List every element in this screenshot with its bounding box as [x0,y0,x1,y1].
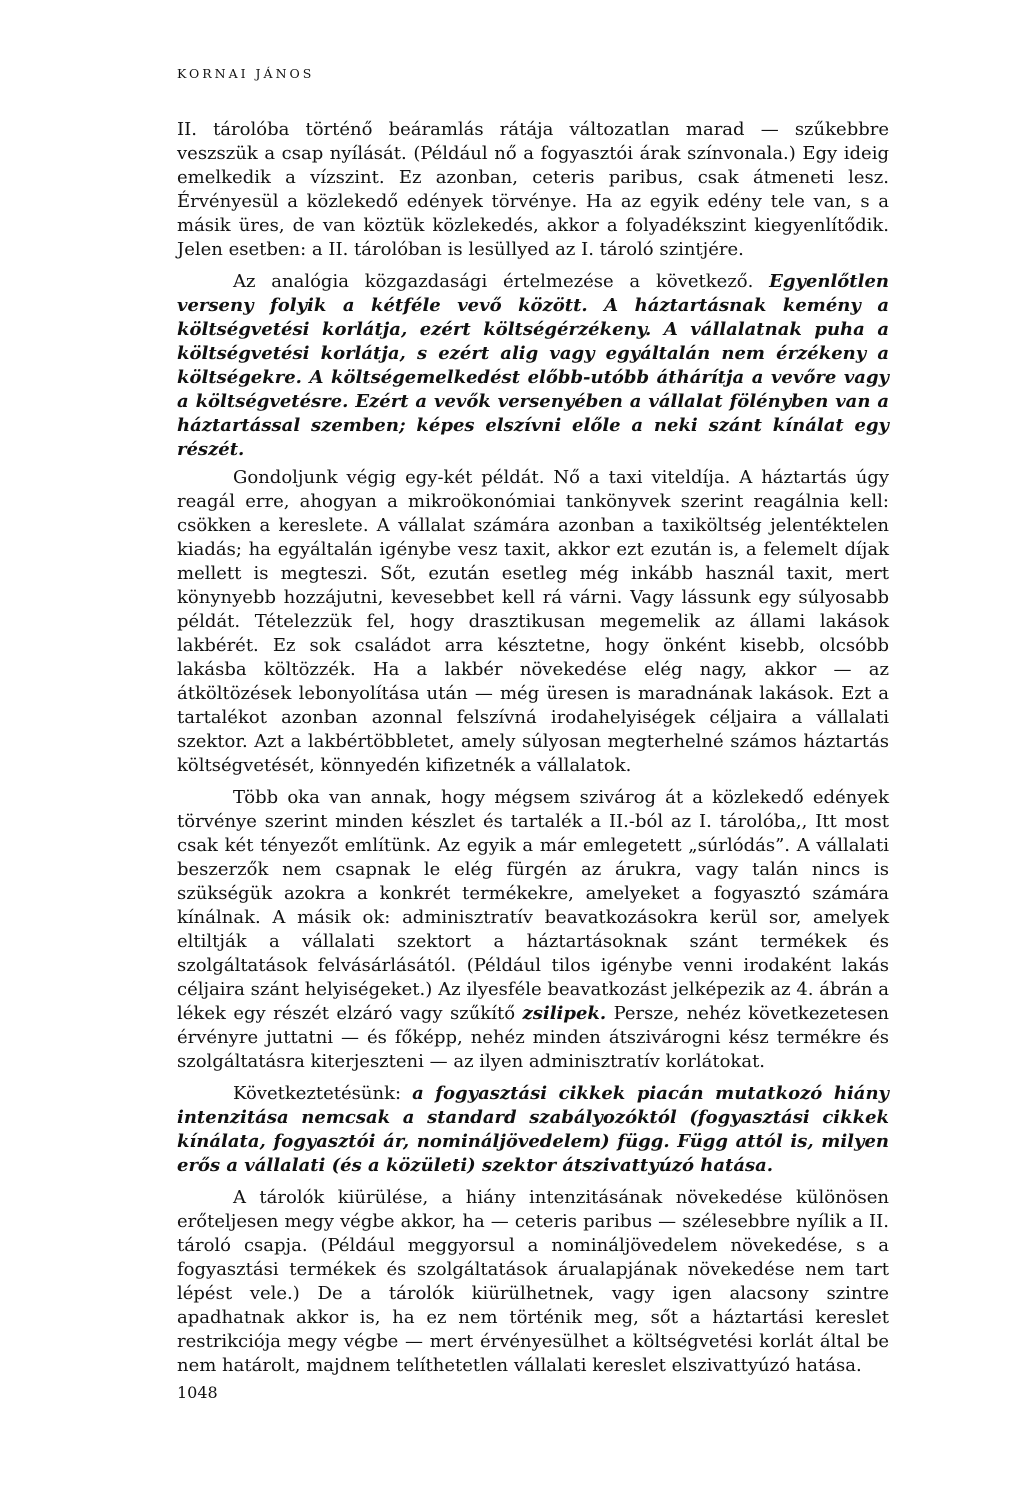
paragraph-5-lead: Következtetésünk: [233,1083,413,1104]
paragraph-1 [177,118,889,262]
paragraph-2-text: Az analógia közgazdasági értelmezése a következő. [233,271,770,292]
page-number: 1048 [177,1383,218,1402]
paragraph-4-text-b: Persze, nehéz következetesen érvényre juttatni — és főképp, nehéz minden átszivárogni kész termékre és szolgáltatásra kiterjeszteni — az ilyen adminisztratív korlátokat. [177,1003,889,1072]
paragraph-5-italic-conclusion: a fogyasztási cikkek piacán mutatkozó hiány intenzitása nemcsak a standard szabályozóktól (fogyasztási cikkek kínálata, fogyasztói ár, nomináljövedelem) függ. Függ attól is, milyen erős a vállalati (és a közületi) szektor átszivattyúzó hatása. [177,1083,889,1176]
paragraph-4 [177,786,889,1074]
paragraph-6-text: A tárolók kiürülése, a hiány intenzitásának növekedése különösen erőteljesen megy végbe akkor, ha — ceteris paribus — szélesebbre nyílik a II. tároló csapja. (Például meggyorsul a nomináljövedelem növekedése, s a fogyasztási termékek és szolgáltatások árualapjának növekedése nem tart lépést vele.) De a tárolók kiürülhetnek, vagy igen alacsony szintre apadhatnak akkor is, ha ez nem történik meg, sőt a háztartási kereslet restrikciója megy végbe — mert érvényesülhet a költségvetési korlát által be nem határolt, majdnem telíthetetlen vállalati kereslet elszivattyúzó hatása. [177,1187,889,1376]
paragraph-5 [177,1082,889,1178]
paragraph-6 [177,1186,889,1378]
paragraph-2 [177,270,889,462]
paragraph-2-italic-thesis: Egyenlőtlen verseny folyik a kétféle vevő között. A háztartásnak kemény a költségvetési korlátja, ezért költségérzékeny. A vállalatnak puha a költségvetési korlátja, s ezért alig vagy egyáltalán nem érzékeny a költségekre. A költségemelkedést előbb-utóbb áthárítja a vevőre vagy a költségvetésre. Ezért a vevők versenyében a vállalat fölényben van a háztartással szemben; képes elszívni előle a neki szánt kínálat egy részét. [177,271,889,460]
paragraph-4-text-a: Több oka van annak, hogy mégsem szivárog át a közlekedő edények törvénye szerint minden készlet és tartalék a II.-ból az I. tárolóba,, Itt most csak két tényezőt említünk. Az egyik a már emlegetett „súrlódás”. A vállalati beszerzők nem csapnak le elég fürgén az árukra, vagy talán nincs is szükségük azokra a konkrét termékekre, amelyeket a fogyasztó számára kínálnak. A másik ok: adminisztratív beavatkozásokra kerül sor, amelyek eltiltják a vállalati szektort a háztartásoknak szánt termékek és szolgáltatások felvásárlásától. (Például tilos igénybe venni irodaként lakás céljaira szánt helyiségeket.) Az ilyesféle beavatkozást jelképezik az 4. ábrán a lékek egy részét elzáró vagy szűkítő [177,787,889,1024]
document-page [177,0,889,1492]
paragraph-3-text: Gondoljunk végig egy-két példát. Nő a taxi viteldíja. A háztartás úgy reagál erre, ahogyan a mikroökonómiai tankönyvek szerint reagálnia kell: csökken a kereslete. A vállalat számára azonban a taxiköltség jelentéktelen kiadás; ha egyáltalán igénybe vesz taxit, akkor ezt ezután is, a felemelt díjak mellett is megteszi. Sőt, ezután esetleg még inkább használ taxit, mert könynyebb hozzájutni, kevesebbet kell rá várni. Vagy lássunk egy súlyosabb példát. Tételezzük fel, hogy drasztikusan megemelik az állami lakások lakbérét. Ez sok családot arra késztetne, hogy önként kisebb, olcsóbb lakásba költözzék. Ha a lakbér növekedése elég nagy, akkor — az átköltözések lebonyolítása után — még üresen is maradnának lakások. Ezt a tartalékot azonban azonnal felszívná irodahelyiségek céljaira a vállalati szektor. Azt a lakbértöbbletet, amely súlyosan megterhelné számos háztartás költségvetését, könnyedén kifizetnék a vállalatok. [177,467,889,776]
running-head: KORNAI JÁNOS [177,66,315,81]
paragraph-3 [177,466,889,778]
paragraph-1-text: II. tárolóba történő beáramlás rátája változatlan marad — szűkebbre veszszük a csap nyílását. (Például nő a fogyasztói árak színvonala.) Egy ideig emelkedik a vízszint. Ez azonban, ceteris paribus, csak átmeneti lesz. Érvényesül a közlekedő edények törvénye. Ha az egyik edény tele van, s a másik üres, de van köztük közlekedés, akkor a folyadékszint kiegyenlítődik. Jelen esetben: a II. tárolóban is lesüllyed az I. tároló szintjére. [177,119,889,260]
paragraph-4-italic-term: zsilipek. [522,1003,607,1024]
body-text [177,118,889,1386]
